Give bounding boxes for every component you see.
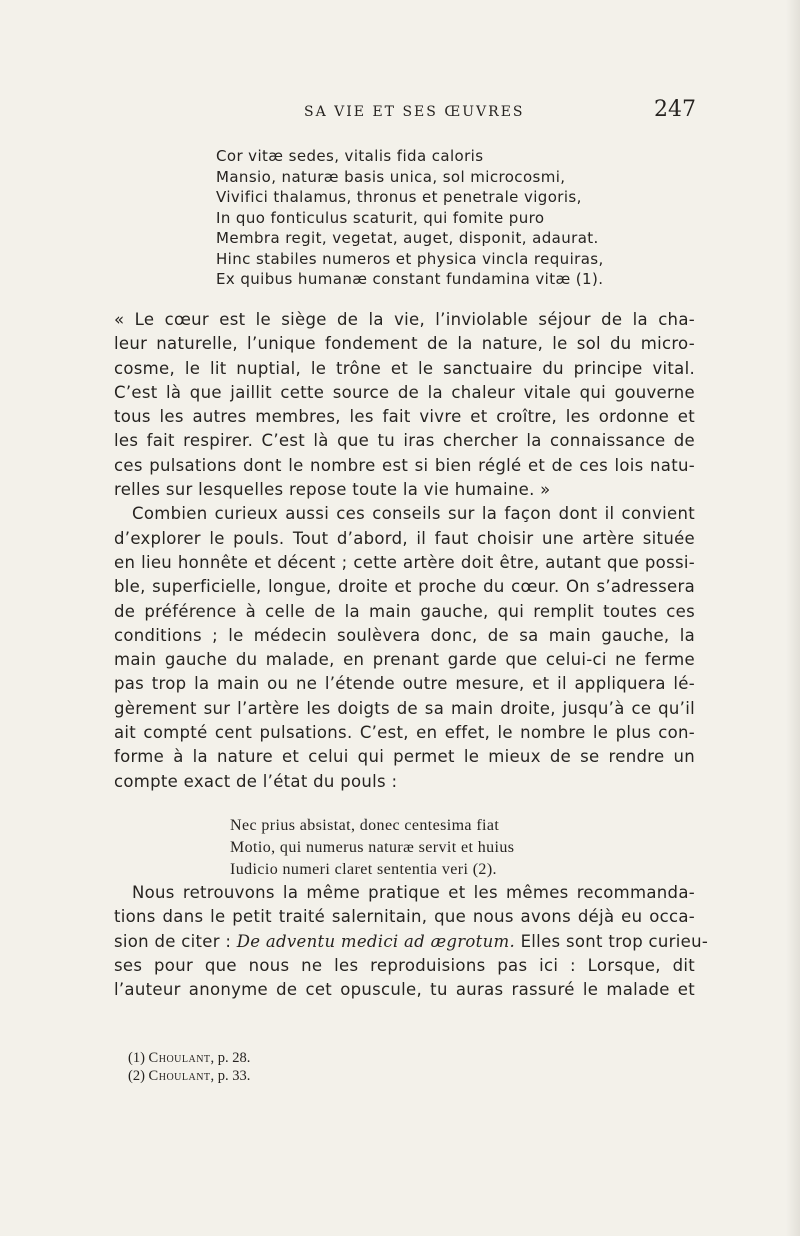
verse-line: Motio, qui numerus naturæ servit et huius xyxy=(230,839,515,856)
text-line xyxy=(114,930,709,954)
footnote xyxy=(128,1049,250,1067)
verse-line: Cor vitæ sedes, vitalis fida caloris xyxy=(216,147,484,165)
text-line: compte exact de l’état du pouls : xyxy=(114,771,398,791)
running-head: SA VIE ET SES ŒUVRES xyxy=(304,104,525,120)
text-line: C’est là que jaillit cette source de la chaleur vitale qui gouverne xyxy=(114,382,695,402)
footnote-ref: , p. 33. xyxy=(210,1068,251,1084)
text-line: ait compté cent pulsations. C’est, en effet, le nombre le plus con- xyxy=(114,723,695,743)
text-fragment: Elles sont trop curieu- xyxy=(515,931,709,951)
italic-title: De adventu medici ad ægrotum. xyxy=(236,931,516,951)
text-line: main gauche du malade, en prenant garde que celui-ci ne ferme xyxy=(114,650,695,670)
text-line: conditions ; le médecin soulèvera donc, de sa main gauche, la xyxy=(114,625,695,645)
footnote-mark: (2) xyxy=(128,1068,149,1084)
text-line: l’auteur anonyme de cet opuscule, tu auras rassuré le malade et xyxy=(114,980,695,1000)
verse-line: Vivifici thalamus, thronus et penetrale vigoris, xyxy=(216,188,582,206)
page-number: 247 xyxy=(654,97,696,122)
text-line: de préférence à celle de la main gauche, qui remplit toutes ces xyxy=(114,601,695,621)
footnote-mark: (1) xyxy=(128,1050,149,1066)
verse-line: Nec prius absistat, donec centesima fiat xyxy=(230,817,500,834)
verse-line: Membra regit, vegetat, auget, disponit, adaurat. xyxy=(216,229,599,247)
text-line: ces pulsations dont le nombre est si bien réglé et de ces lois natu- xyxy=(114,455,695,475)
verse-line: Ex quibus humanæ constant fundamina vitæ (1). xyxy=(216,270,604,288)
text-line: cosme, le lit nuptial, le trône et le sanctuaire du principe vital. xyxy=(114,358,695,378)
text-line: forme à la nature et celui qui permet le mieux de se rendre un xyxy=(114,747,695,767)
text-line: d’explorer le pouls. Tout d’abord, il faut choisir une artère située xyxy=(114,528,695,548)
footnote xyxy=(128,1067,250,1085)
verse-line: Hinc stabiles numeros et physica vincla requiras, xyxy=(216,249,604,268)
footnote-ref: , p. 28. xyxy=(210,1050,251,1066)
body-paragraphs-2 xyxy=(114,881,709,1002)
text-line: « Le cœur est le siège de la vie, l’inviolable séjour de la cha- xyxy=(114,310,695,329)
footnote-author: Choulant xyxy=(148,1050,211,1066)
text-line: Nous retrouvons la même pratique et les mêmes recommanda- xyxy=(132,883,695,902)
text-line: tions dans le petit traité salernitain, que nous avons déjà eu occa- xyxy=(114,907,695,927)
verse-line: In quo fonticulus scaturit, qui fomite puro xyxy=(216,208,545,227)
text-line: en lieu honnête et décent ; cette artère doit être, autant que possi- xyxy=(114,552,695,572)
text-line: leur naturelle, l’unique fondement de la nature, le sol du micro- xyxy=(114,334,695,354)
text-line: Combien curieux aussi ces conseils sur la façon dont il convient xyxy=(132,504,695,524)
text-line: pas trop la main ou ne l’étende outre mesure, et il appliquera lé- xyxy=(114,674,695,694)
verse-line: Mansio, naturæ basis unica, sol microcosmi, xyxy=(216,167,566,186)
text-line: gèrement sur l’artère les doigts de sa main droite, jusqu’à ce qu’il xyxy=(114,698,695,718)
text-line: tous les autres membres, les fait vivre et croître, les ordonne et xyxy=(114,407,695,427)
verse-line: Iudicio numeri claret sententia veri (2). xyxy=(230,861,497,878)
body-paragraphs-1 xyxy=(114,308,695,794)
page-edge-shadow xyxy=(786,0,800,1236)
text-fragment: sion de citer : xyxy=(114,931,237,951)
latin-verse-quote-1 xyxy=(216,146,604,290)
latin-verse-quote-2 xyxy=(230,815,514,881)
footnote-author: Choulant xyxy=(148,1068,211,1084)
footnotes xyxy=(128,1049,250,1085)
text-line: ble, superficielle, longue, droite et proche du cœur. On s’adressera xyxy=(114,577,695,597)
text-line: ses pour que nous ne les reproduisions pas ici : Lorsque, dit xyxy=(114,955,695,975)
text-line: les fait respirer. C’est là que tu iras chercher la connaissance de xyxy=(114,431,695,451)
text-line: relles sur lesquelles repose toute la vie humaine. » xyxy=(114,480,551,500)
